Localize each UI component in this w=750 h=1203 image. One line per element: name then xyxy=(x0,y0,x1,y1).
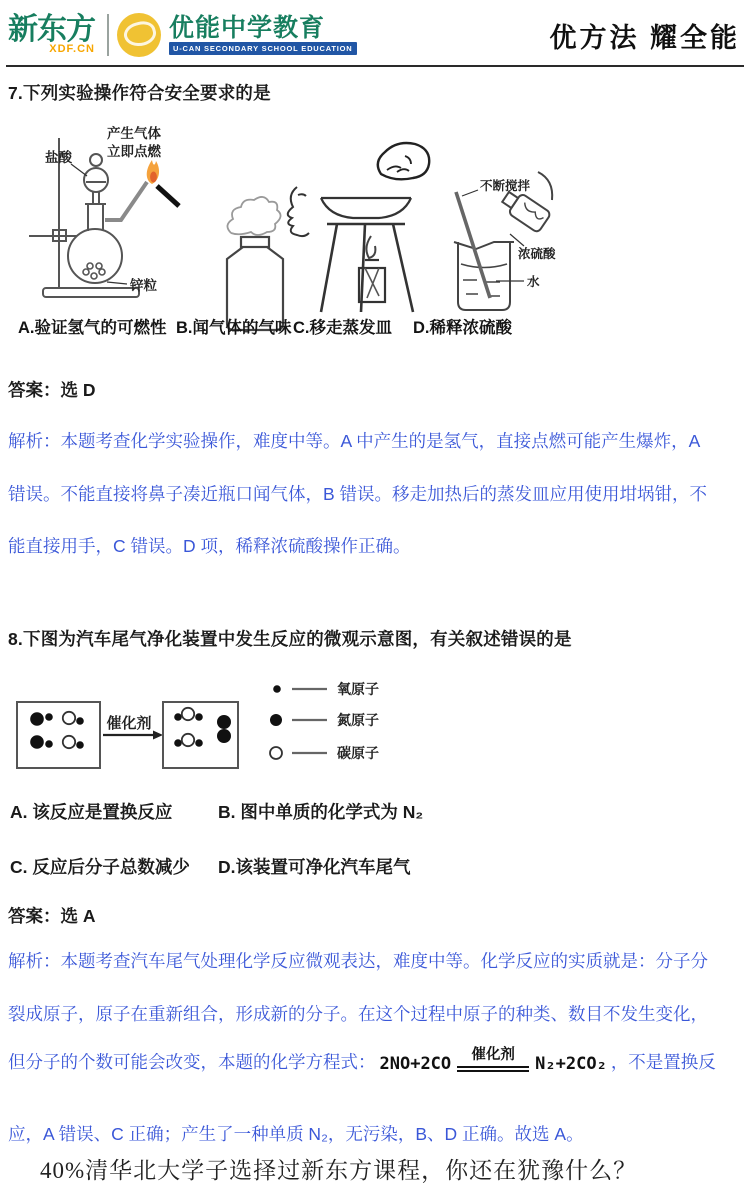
caption-option-b: B.闻气体的气味 xyxy=(176,319,292,337)
analysis-final-line: 应，A 错误、C 正确；产生了一种单质 N₂，无污染，B、D 正确。故选 A。 xyxy=(8,1124,584,1144)
legend-carbon-label: 碳原子 xyxy=(337,745,379,761)
xdf-logo xyxy=(8,15,99,55)
gas-fumes xyxy=(227,197,280,235)
sniffing-face xyxy=(288,187,309,236)
equation-suffix-text: ，不是置换反 xyxy=(610,1052,716,1072)
logo-divider xyxy=(107,14,109,56)
xdf-domain-text: XDF.CN xyxy=(49,43,95,55)
options-row-1 xyxy=(10,799,730,821)
equation-prefix-text: 但分子的个数可能会改变，本题的化学方程式： xyxy=(8,1052,376,1072)
oxygen-atom-icon xyxy=(273,685,281,693)
options-row-2 xyxy=(10,854,730,876)
label-ignite-immediately: 立即点燃 xyxy=(107,144,161,159)
equation-rhs: N₂+2CO₂ xyxy=(535,1054,607,1074)
flame-icon xyxy=(147,160,179,206)
nitrogen-atom-icon xyxy=(270,714,282,726)
analysis-line: 解析：本题考查化学实验操作，难度中等。A 中产生的是氢气，直接点燃可能产生爆炸，A xyxy=(8,431,701,451)
stir-pointer-line xyxy=(462,190,478,196)
catalyst-label: 催化剂 xyxy=(106,715,152,732)
analysis-line: 裂成原子，原子在重新组合，形成新的分子。在这个过程中原子的种类、数目不发生变化， xyxy=(8,1003,708,1024)
header-slogan: 优方法 耀全能 xyxy=(549,22,740,53)
legend-oxygen-label: 氧原子 xyxy=(337,681,379,697)
question-8-analysis xyxy=(8,948,740,1053)
option-b: B. 图中单质的化学式为 N₂ xyxy=(218,802,424,822)
ucan-logo-text xyxy=(169,15,357,55)
analysis-equation-line xyxy=(8,1043,716,1078)
acid-pointer-line xyxy=(510,234,524,246)
match-stick xyxy=(157,186,179,206)
evaporating-dish xyxy=(321,198,411,218)
pouring-hand-hint xyxy=(538,172,552,200)
zinc-pointer-line xyxy=(107,282,127,284)
question-8-text: 8.下图为汽车尾气净化装置中发生反应的微观示意图，有关叙述错误的是 xyxy=(8,629,572,649)
acid-pointer-line xyxy=(71,164,87,176)
figure-c-remove-evaporating-dish xyxy=(315,140,433,318)
option-a: A. 该反应是置换反应 xyxy=(10,802,173,822)
equation-condition xyxy=(457,1043,529,1072)
question-7-analysis xyxy=(8,428,740,586)
label-zinc-granules: 锌粒 xyxy=(130,278,157,293)
zinc-granules xyxy=(83,263,105,279)
xdf-logo-text: 新东方 xyxy=(8,13,95,46)
legend xyxy=(270,681,379,761)
footer-slogan: 40%清华北大学子选择过新东方课程，你还在犹豫什么？ xyxy=(40,1158,638,1183)
page-header xyxy=(8,8,740,62)
equation-lhs: 2NO+2CO xyxy=(379,1054,452,1074)
label-concentrated-acid: 浓硫酸 xyxy=(518,247,556,261)
ucan-title: 优能中学教育 xyxy=(169,14,326,42)
hand xyxy=(378,143,429,179)
caption-option-d: D.稀释浓硫酸 xyxy=(413,319,512,337)
figure-d-dilute-sulfuric-acid xyxy=(438,150,560,322)
ucan-bubble-icon xyxy=(117,13,161,57)
chemical-equation xyxy=(380,1043,607,1078)
figure-b-smelling-gas xyxy=(205,185,315,335)
question-8-answer: 答案：选 A xyxy=(8,906,96,926)
carbon-atom-icon xyxy=(270,747,282,759)
legend-nitrogen-label: 氮原子 xyxy=(337,712,379,728)
header-divider-line xyxy=(6,65,744,67)
caption-option-c: C.移走蒸发皿 xyxy=(293,319,392,337)
analysis-line: 能直接用手，C 错误。D 项，稀释浓硫酸操作正确。 xyxy=(8,536,411,556)
question-7-answer: 答案：选 D xyxy=(8,380,96,400)
delivery-tube xyxy=(105,182,147,220)
product-molecules xyxy=(174,708,231,747)
equation-condition-label: 催化剂 xyxy=(471,1047,515,1063)
option-c: C. 反应后分子总数减少 xyxy=(10,857,190,877)
figure-reaction-micro-diagram xyxy=(15,672,435,784)
analysis-line: 错误。不能直接将鼻子凑近瓶口闻气体，B 错误。移走加热后的蒸发皿应用使用坩埚钳，不 xyxy=(8,483,708,504)
analysis-line: 解析：本题考查汽车尾气处理化学反应微观表达，难度中等。化学反应的实质就是：分子分 xyxy=(8,951,708,971)
question-7-text: 7.下列实验操作符合安全要求的是 xyxy=(8,83,271,103)
equation-double-line xyxy=(457,1066,529,1072)
label-stir-continuously: 不断搅拌 xyxy=(480,179,531,193)
option-d: D.该装置可净化汽车尾气 xyxy=(218,857,411,877)
label-gas-produced: 产生气体 xyxy=(107,126,161,141)
reactant-molecules xyxy=(30,712,84,749)
label-hydrochloric-acid: 盐酸 xyxy=(45,150,72,165)
acid-bottle xyxy=(499,187,551,233)
reactants-box xyxy=(17,702,100,768)
ucan-subtitle: U-CAN SECONDARY SCHOOL EDUCATION xyxy=(169,42,357,55)
label-water: 水 xyxy=(527,275,540,289)
caption-option-a: A.验证氢气的可燃性 xyxy=(18,319,167,337)
brand-logo-group xyxy=(8,13,357,57)
figure-a-verify-hydrogen-flammability xyxy=(15,108,207,310)
